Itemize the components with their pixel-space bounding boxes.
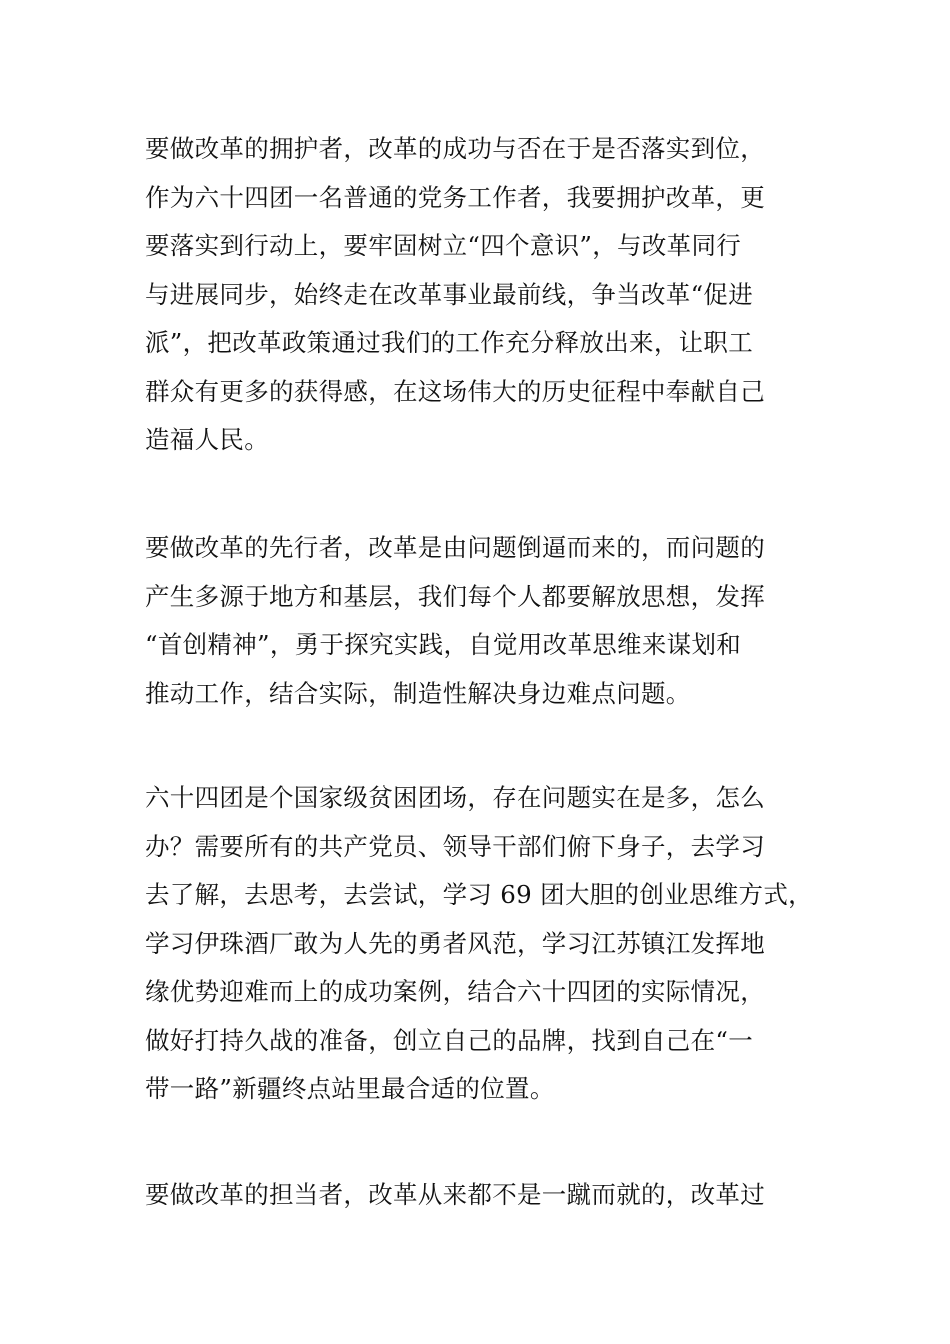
text-line: 推动工作，结合实际，制造性解决身边难点问题。: [145, 678, 691, 708]
text-line: 做好打持久战的准备，创立自己的品牌，找到自己在“一: [145, 1025, 754, 1055]
paragraph-reform-supporter: [145, 125, 815, 465]
text-line: 去了解，去思考，去尝试，学习 69 团大胆的创业思维方式，: [145, 880, 813, 909]
text-line: 要做改革的担当者，改革从来都不是一蹴而就的，改革过: [145, 1180, 765, 1209]
text-line: 缘优势迎难而上的成功案例，结合六十四团的实际情况，: [145, 977, 765, 1006]
text-line: 要做改革的拥护者，改革的成功与否在于是否落实到位，: [145, 134, 765, 163]
text-line: 要落实到行动上，要牢固树立“四个意识”，与改革同行: [145, 231, 742, 260]
text-line: 与进展同步，始终走在改革事业最前线，争当改革“促进: [145, 279, 754, 309]
text-line: 办？需要所有的共产党员、领导干部们俯下身子，去学习: [145, 831, 765, 861]
paragraph-reform-bearer: [145, 1171, 815, 1220]
paragraph-reform-pioneer: [145, 524, 815, 718]
text-line: 群众有更多的获得感，在这场伟大的历史征程中奉献自己: [145, 376, 765, 406]
text-line: “首创精神”，勇于探究实践，自觉用改革思维来谋划和: [145, 630, 742, 659]
text-line: 要做改革的先行者，改革是由问题倒逼而来的，而问题的: [145, 533, 765, 562]
text-line: 造福人民。: [145, 425, 269, 454]
text-line: 作为六十四团一名普通的党务工作者，我要拥护改革，更: [145, 182, 765, 212]
text-line: 派”，把改革政策通过我们的工作充分释放出来，让职工: [145, 328, 754, 357]
text-line: 学习伊珠酒厂敢为人先的勇者风范，学习江苏镇江发挥地: [145, 928, 765, 958]
paragraph-regiment-situation: [145, 774, 815, 1114]
text-line: 带一路”新疆终点站里最合适的位置。: [145, 1074, 555, 1103]
text-line: 六十四团是个国家级贫困团场，存在问题实在是多，怎么: [145, 783, 765, 812]
text-line: 产生多源于地方和基层，我们每个人都要解放思想，发挥: [145, 581, 765, 611]
